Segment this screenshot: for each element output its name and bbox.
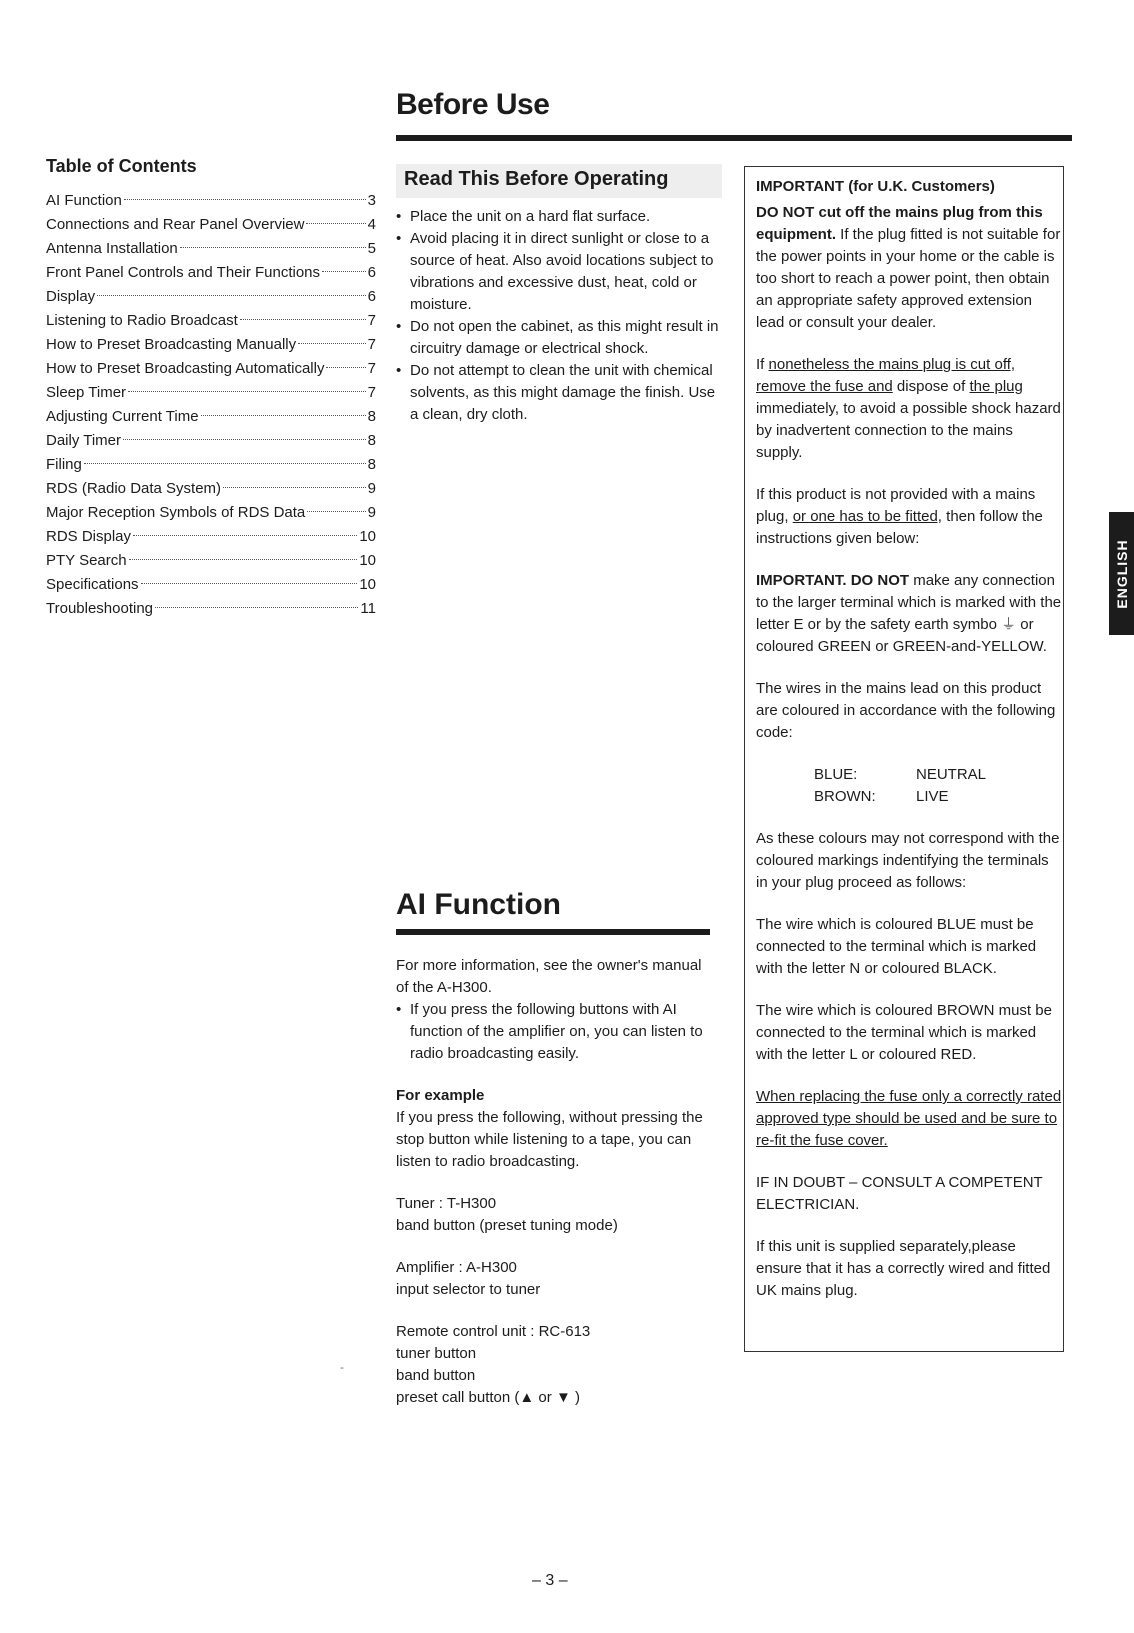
toc-leader-dots [97, 295, 365, 296]
toc-label: AI Function [46, 192, 122, 209]
p4-bold: IMPORTANT. DO NOT [756, 572, 910, 589]
toc-row [46, 525, 376, 549]
toc-leader-dots [307, 511, 365, 512]
important-paragraph: IF IN DOUBT – CONSULT A COMPETENT ELECTRICIAN. [756, 1174, 1043, 1213]
important-notice-content [756, 176, 1062, 1322]
important-paragraph: As these colours may not correspond with the coloured markings indentifying the terminals in your plug proceed as follows: [756, 830, 1060, 891]
toc-label: How to Preset Broadcasting Automatically [46, 360, 325, 377]
toc-row [46, 189, 376, 213]
toc-title: Table of Contents [46, 156, 197, 176]
ai-function-body [396, 955, 710, 1409]
p3-underlined: or one has to be fitted, [792, 508, 942, 525]
toc-label: Antenna Installation [46, 240, 178, 257]
toc-leader-dots [123, 439, 366, 440]
ai-bullet: • If you press the following buttons with AI function of the amplifier on, you can listen to radio broadcasting easily. [396, 999, 710, 1065]
important-paragraph: The wire which is coloured BROWN must be connected to the terminal which is marked with the letter L or coloured RED. [756, 1002, 1052, 1063]
important-paragraph: The wires in the mains lead on this product are coloured in accordance with the following code: [756, 680, 1056, 741]
list-item: • Do not attempt to clean the unit with chemical solvents, as this might damage the finish. Use a clean, dry cloth. [396, 360, 722, 426]
toc-row [46, 213, 376, 237]
p1-text: If the plug fitted is not suitable for the power points in your home or the cable is too short to reach a power point, then obtain an appropriate safety approved extension lead or consult your dealer. [756, 226, 1061, 331]
toc-page-number: 6 [367, 288, 376, 305]
example-text: If you press the following, without pressing the stop button while listening to a tape, you can listen to radio broadcasting. [396, 1109, 703, 1170]
toc-label: Listening to Radio Broadcast [46, 312, 238, 329]
toc-label: Adjusting Current Time [46, 408, 199, 425]
important-paragraph [756, 570, 1062, 658]
toc-page-number: 7 [367, 336, 376, 353]
toc-leader-dots [133, 535, 357, 536]
toc-label: PTY Search [46, 552, 127, 569]
page-title: Before Use [396, 88, 550, 121]
toc-page-number: 8 [367, 408, 376, 425]
stray-mark: - [340, 1360, 344, 1374]
toc-leader-dots [141, 583, 358, 584]
toc-leader-dots [326, 367, 365, 368]
table-of-contents [46, 156, 376, 621]
p2-text: If [756, 356, 769, 373]
or-text: or [534, 1389, 556, 1406]
important-paragraph [756, 202, 1062, 334]
toc-label: How to Preset Broadcasting Manually [46, 336, 297, 353]
toc-leader-dots [124, 199, 366, 200]
toc-row [46, 237, 376, 261]
title-rule [396, 135, 1072, 141]
read-before-list [396, 206, 722, 426]
wire-meaning: NEUTRAL [916, 766, 987, 783]
wire-color: BLUE: [814, 766, 858, 783]
toc-row [46, 453, 376, 477]
remote-label: Remote control unit : RC-613 [396, 1323, 591, 1340]
toc-list [46, 189, 376, 621]
p3-text: If this product is not provided with a mains plug, [756, 486, 1036, 525]
toc-label: RDS (Radio Data System) [46, 480, 222, 497]
toc-row [46, 333, 376, 357]
toc-page-number: 10 [359, 576, 376, 593]
toc-leader-dots [298, 343, 366, 344]
toc-page-number: 10 [359, 552, 376, 569]
language-tab [1109, 512, 1134, 635]
toc-row [46, 549, 376, 573]
important-heading: IMPORTANT (for U.K. Customers) [756, 178, 995, 195]
remote-detail: tuner button [396, 1345, 477, 1362]
list-item: • Avoid placing it in direct sunlight or close to a source of heat. Also avoid locations subject to vibrations and excessive dust, heat, cold or moisture. [396, 228, 722, 316]
toc-label: Major Reception Symbols of RDS Data [46, 504, 306, 521]
toc-label: Sleep Timer [46, 384, 127, 401]
toc-row [46, 285, 376, 309]
wire-meaning: LIVE [916, 788, 949, 805]
remote-detail [396, 1387, 710, 1409]
toc-leader-dots [84, 463, 366, 464]
remote-detail: band button [396, 1367, 476, 1384]
toc-leader-dots [223, 487, 366, 488]
p4-text: make any connection to the larger terminal which is marked with the letter E or by the safety earth symbo [756, 572, 1062, 633]
toc-leader-dots [128, 391, 366, 392]
toc-page-number: 7 [367, 312, 376, 329]
p1-bold: DO NOT cut off the mains plug from this equipment. [756, 204, 1043, 243]
toc-page-number: 8 [367, 432, 376, 449]
toc-row [46, 381, 376, 405]
toc-page-number: 7 [367, 384, 376, 401]
down-arrow-icon: ▼ [555, 1389, 571, 1406]
amp-label: Amplifier : A-H300 [396, 1259, 517, 1276]
toc-page-number: 5 [367, 240, 376, 257]
important-paragraph: When replacing the fuse only a correctly rated approved type should be used and be sure to re-fit the fuse cover. [756, 1088, 1062, 1149]
important-paragraph: If this unit is supplied separately,please ensure that it has a correctly wired and fitted UK mains plug. [756, 1238, 1051, 1299]
toc-leader-dots [155, 607, 358, 608]
important-paragraph [756, 354, 1062, 464]
toc-page-number: 9 [367, 480, 376, 497]
p2-underlined: the plug [969, 378, 1023, 395]
list-item: • Do not open the cabinet, as this might result in circuitry damage or electrical shock. [396, 316, 722, 360]
section-title-ai-function: AI Function [396, 888, 561, 921]
toc-label: Filing [46, 456, 82, 473]
toc-label: Display [46, 288, 96, 305]
ai-intro: For more information, see the owner's manual of the A-H300. [396, 957, 702, 996]
toc-label: Specifications [46, 576, 139, 593]
toc-leader-dots [180, 247, 366, 248]
tuner-detail: band button (preset tuning mode) [396, 1217, 618, 1234]
toc-row [46, 597, 376, 621]
p2-underlined: nonetheless the mains plug is cut off, remove the fuse and [756, 356, 1016, 395]
toc-row [46, 309, 376, 333]
toc-row [46, 405, 376, 429]
toc-leader-dots [240, 319, 366, 320]
important-paragraph: The wire which is coloured BLUE must be connected to the terminal which is marked with the letter N or coloured BLACK. [756, 916, 1037, 977]
toc-leader-dots [322, 271, 366, 272]
language-tab-label: ENGLISH [1113, 538, 1130, 609]
toc-label: Front Panel Controls and Their Functions [46, 264, 321, 281]
p2-text: dispose of [892, 378, 970, 395]
toc-page-number: 11 [360, 600, 376, 617]
p3-text: then follow the instructions given below: [756, 508, 1043, 547]
toc-page-number: 3 [367, 192, 376, 209]
section-rule [396, 929, 710, 935]
page-number: – 3 – [532, 1572, 568, 1589]
section-heading-read-before: Read This Before Operating [404, 168, 669, 190]
close-paren: ) [570, 1389, 580, 1406]
toc-leader-dots [129, 559, 358, 560]
important-paragraph [756, 484, 1062, 550]
toc-leader-dots [201, 415, 366, 416]
example-heading: For example [396, 1087, 485, 1104]
toc-row [46, 477, 376, 501]
toc-label: Connections and Rear Panel Overview [46, 216, 305, 233]
remote-detail-text: preset call button ( [396, 1389, 520, 1406]
tuner-label: Tuner : T-H300 [396, 1195, 497, 1212]
toc-row [46, 501, 376, 525]
toc-page-number: 10 [359, 528, 376, 545]
toc-label: RDS Display [46, 528, 132, 545]
toc-page-number: 6 [367, 264, 376, 281]
toc-label: Troubleshooting [46, 600, 154, 617]
toc-page-number: 9 [367, 504, 376, 521]
list-item: • Place the unit on a hard flat surface. [396, 206, 722, 228]
toc-label: Daily Timer [46, 432, 122, 449]
p4-text: or coloured GREEN or GREEN-and-YELLOW. [756, 616, 1047, 655]
wire-color-table [814, 764, 1062, 808]
amp-detail: input selector to tuner [396, 1281, 541, 1298]
toc-leader-dots [306, 223, 365, 224]
toc-page-number: 8 [367, 456, 376, 473]
toc-page-number: 7 [367, 360, 376, 377]
p2-text: immediately, to avoid a possible shock hazard by inadvertent connection to the mains supply. [756, 400, 1061, 461]
toc-row [46, 261, 376, 285]
wire-color: BROWN: [814, 788, 876, 805]
up-arrow-icon: ▲ [519, 1389, 535, 1406]
toc-row [46, 429, 376, 453]
toc-row [46, 573, 376, 597]
toc-row [46, 357, 376, 381]
toc-page-number: 4 [367, 216, 376, 233]
earth-symbol-icon: ⏚ [1001, 616, 1017, 633]
